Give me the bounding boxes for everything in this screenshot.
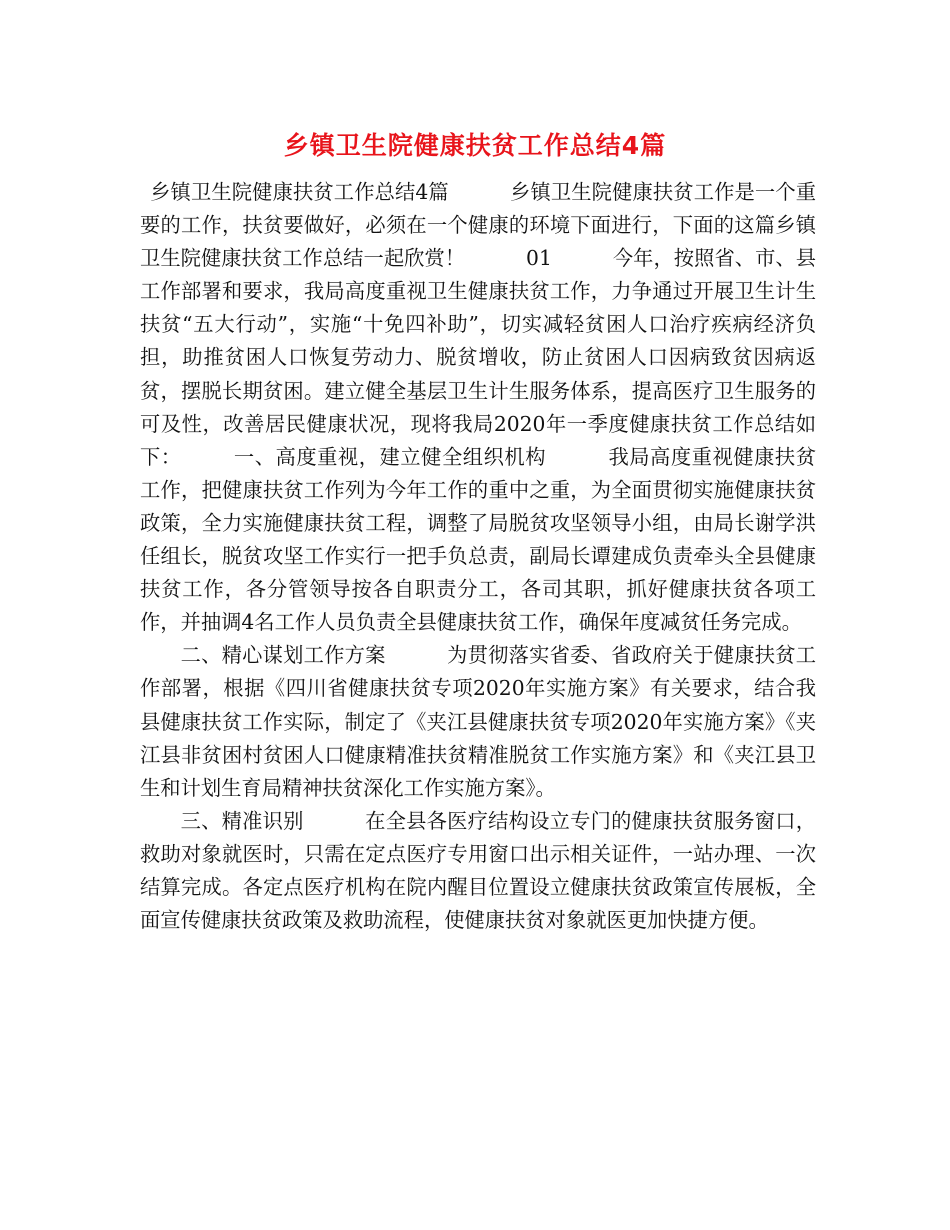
document-title: 乡镇卫生院健康扶贫工作总结4篇	[283, 131, 667, 160]
body-paragraph-3: 三、精准识别 在全县各医疗结构设立专门的健康扶贫服务窗口，救助对象就医时，只需在定点医疗专用窗口出示相关证件，一站办理、一次结算完成。各定点医疗机构在院内醒目位置设立健康扶贫政策宣传展板，全面宣传健康扶贫政策及救助流程，使健康扶贫对象就医更加快捷方便。	[140, 808, 816, 933]
document-body	[140, 176, 816, 937]
body-paragraph-2: 二、精心谋划工作方案 为贯彻落实省委、省政府关于健康扶贫工作部署，根据《四川省健康扶贫专项2020年实施方案》有关要求，结合我县健康扶贫工作实际，制定了《夹江县健康扶贫专项2020年实施方案》《夹江县非贫困村贫困人口健康精准扶贫精准脱贫工作实施方案》和《夹江县卫生和计划生育局精神扶贫深化工作实施方案》。	[140, 643, 816, 800]
body-paragraph-1: 乡镇卫生院健康扶贫工作总结4篇 乡镇卫生院健康扶贫工作是一个重要的工作，扶贫要做好，必须在一个健康的环境下面进行，下面的这篇乡镇卫生院健康扶贫工作总结一起欣赏！ 01 今年，按照省、市、县工作部署和要求，我局高度重视卫生健康扶贫工作，力争通过开展卫生计生扶贫“五大行动”，实施“十免四补助”，切实减轻贫困人口治疗疾病经济负担，助推贫困人口恢复劳动力、脱贫增收，防止贫困人口因病致贫因病返贫，摆脱长期贫困。建立健全基层卫生计生服务体系，提高医疗卫生服务的可及性，改善居民健康状况，现将我局2020年一季度健康扶贫工作总结如下： 一、高度重视，建立健全组织机构 我局高度重视健康扶贫工作，把健康扶贫工作列为今年工作的重中之重，为全面贯彻实施健康扶贫政策，全力实施健康扶贫工程，调整了局脱贫攻坚领导小组，由局长谢学洪任组长，脱贫攻坚工作实行一把手负总责，副局长谭建成负责牵头全县健康扶贫工作，各分管领导按各自职责分工，各司其职，抓好健康扶贫各项工作，并抽调4名工作人员负责全县健康扶贫工作，确保年度减贫任务完成。	[140, 180, 816, 635]
